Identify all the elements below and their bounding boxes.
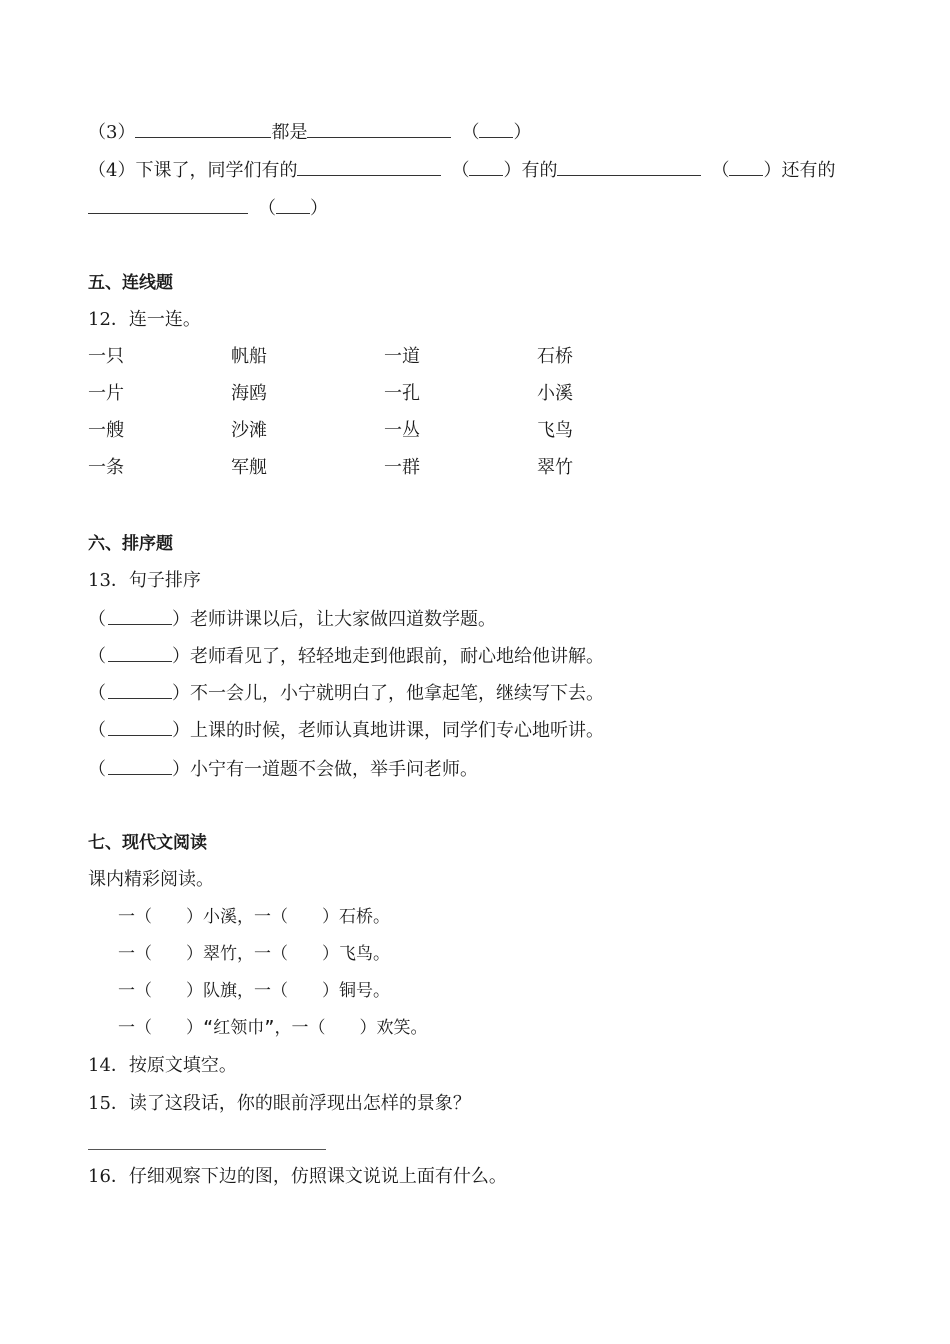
order-item: （ ）不一会儿，小宁就明白了，他拿起笔，继续写下去。 <box>88 680 604 706</box>
q11-item-4: （4）下课了，同学们有的 （ ）有的 （ ）还有的 <box>88 157 835 183</box>
match-col-2-item[interactable]: 海鸥 <box>231 383 267 404</box>
match-col-2-item[interactable]: 帆船 <box>231 346 267 367</box>
match-col-4-item[interactable]: 飞鸟 <box>537 420 573 441</box>
reading-fill-line: 一（ ）队旗，一（ ）铜号。 <box>118 981 390 1001</box>
fill-blank[interactable] <box>276 195 310 214</box>
fill-blank[interactable] <box>297 157 441 176</box>
match-col-3-item[interactable]: 一孔 <box>384 383 420 404</box>
match-col-4-item[interactable]: 石桥 <box>537 346 573 367</box>
reading-intro: 课内精彩阅读。 <box>88 869 214 890</box>
section-heading-6: 六、排序题 <box>88 534 173 554</box>
order-blank[interactable] <box>108 643 172 662</box>
match-col-2-item[interactable]: 沙滩 <box>231 420 267 441</box>
fill-blank[interactable] <box>729 157 763 176</box>
question-16: 16．仔细观察下边的图，仿照课文说说上面有什么。 <box>88 1166 507 1187</box>
match-col-1-item[interactable]: 一片 <box>88 383 124 404</box>
match-col-1-item[interactable]: 一条 <box>88 457 124 478</box>
order-item: （ ）上课的时候，老师认真地讲课，同学们专心地听讲。 <box>88 717 604 743</box>
answer-line[interactable] <box>88 1149 326 1150</box>
reading-fill-line: 一（ ）翠竹，一（ ）飞鸟。 <box>118 944 390 964</box>
match-col-4-item[interactable]: 翠竹 <box>537 457 573 478</box>
fill-blank[interactable] <box>307 119 451 138</box>
q11-item-4-cont: （ ） <box>88 195 328 221</box>
order-item: （ ）老师看见了，轻轻地走到他跟前，耐心地给他讲解。 <box>88 643 604 669</box>
question-12: 12．连一连。 <box>88 309 201 330</box>
question-14: 14．按原文填空。 <box>88 1055 237 1076</box>
question-15: 15．读了这段话，你的眼前浮现出怎样的景象？ <box>88 1093 471 1114</box>
section-heading-7: 七、现代文阅读 <box>88 833 207 853</box>
match-col-2-item[interactable]: 军舰 <box>231 457 267 478</box>
match-col-3-item[interactable]: 一丛 <box>384 420 420 441</box>
match-col-1-item[interactable]: 一只 <box>88 346 124 367</box>
reading-fill-line: 一（ ）小溪，一（ ）石桥。 <box>118 907 390 927</box>
fill-blank[interactable] <box>469 157 503 176</box>
order-blank[interactable] <box>108 756 172 775</box>
order-blank[interactable] <box>108 680 172 699</box>
match-col-4-item[interactable]: 小溪 <box>537 383 573 404</box>
order-blank[interactable] <box>108 606 172 625</box>
reading-fill-line: 一（ ）“红领巾”，一（ ）欢笑。 <box>118 1018 428 1038</box>
order-item: （ ）老师讲课以后，让大家做四道数学题。 <box>88 606 496 632</box>
fill-blank[interactable] <box>479 119 513 138</box>
fill-blank[interactable] <box>557 157 701 176</box>
match-col-3-item[interactable]: 一道 <box>384 346 420 367</box>
order-item: （ ）小宁有一道题不会做，举手问老师。 <box>88 756 478 782</box>
section-heading-5: 五、连线题 <box>88 273 173 293</box>
fill-blank[interactable] <box>135 119 271 138</box>
question-13: 13．句子排序 <box>88 570 201 591</box>
match-col-1-item[interactable]: 一艘 <box>88 420 124 441</box>
match-col-3-item[interactable]: 一群 <box>384 457 420 478</box>
order-blank[interactable] <box>108 717 172 736</box>
fill-blank[interactable] <box>88 195 248 214</box>
q11-item-3: （3） 都是 （ ） <box>88 119 531 145</box>
